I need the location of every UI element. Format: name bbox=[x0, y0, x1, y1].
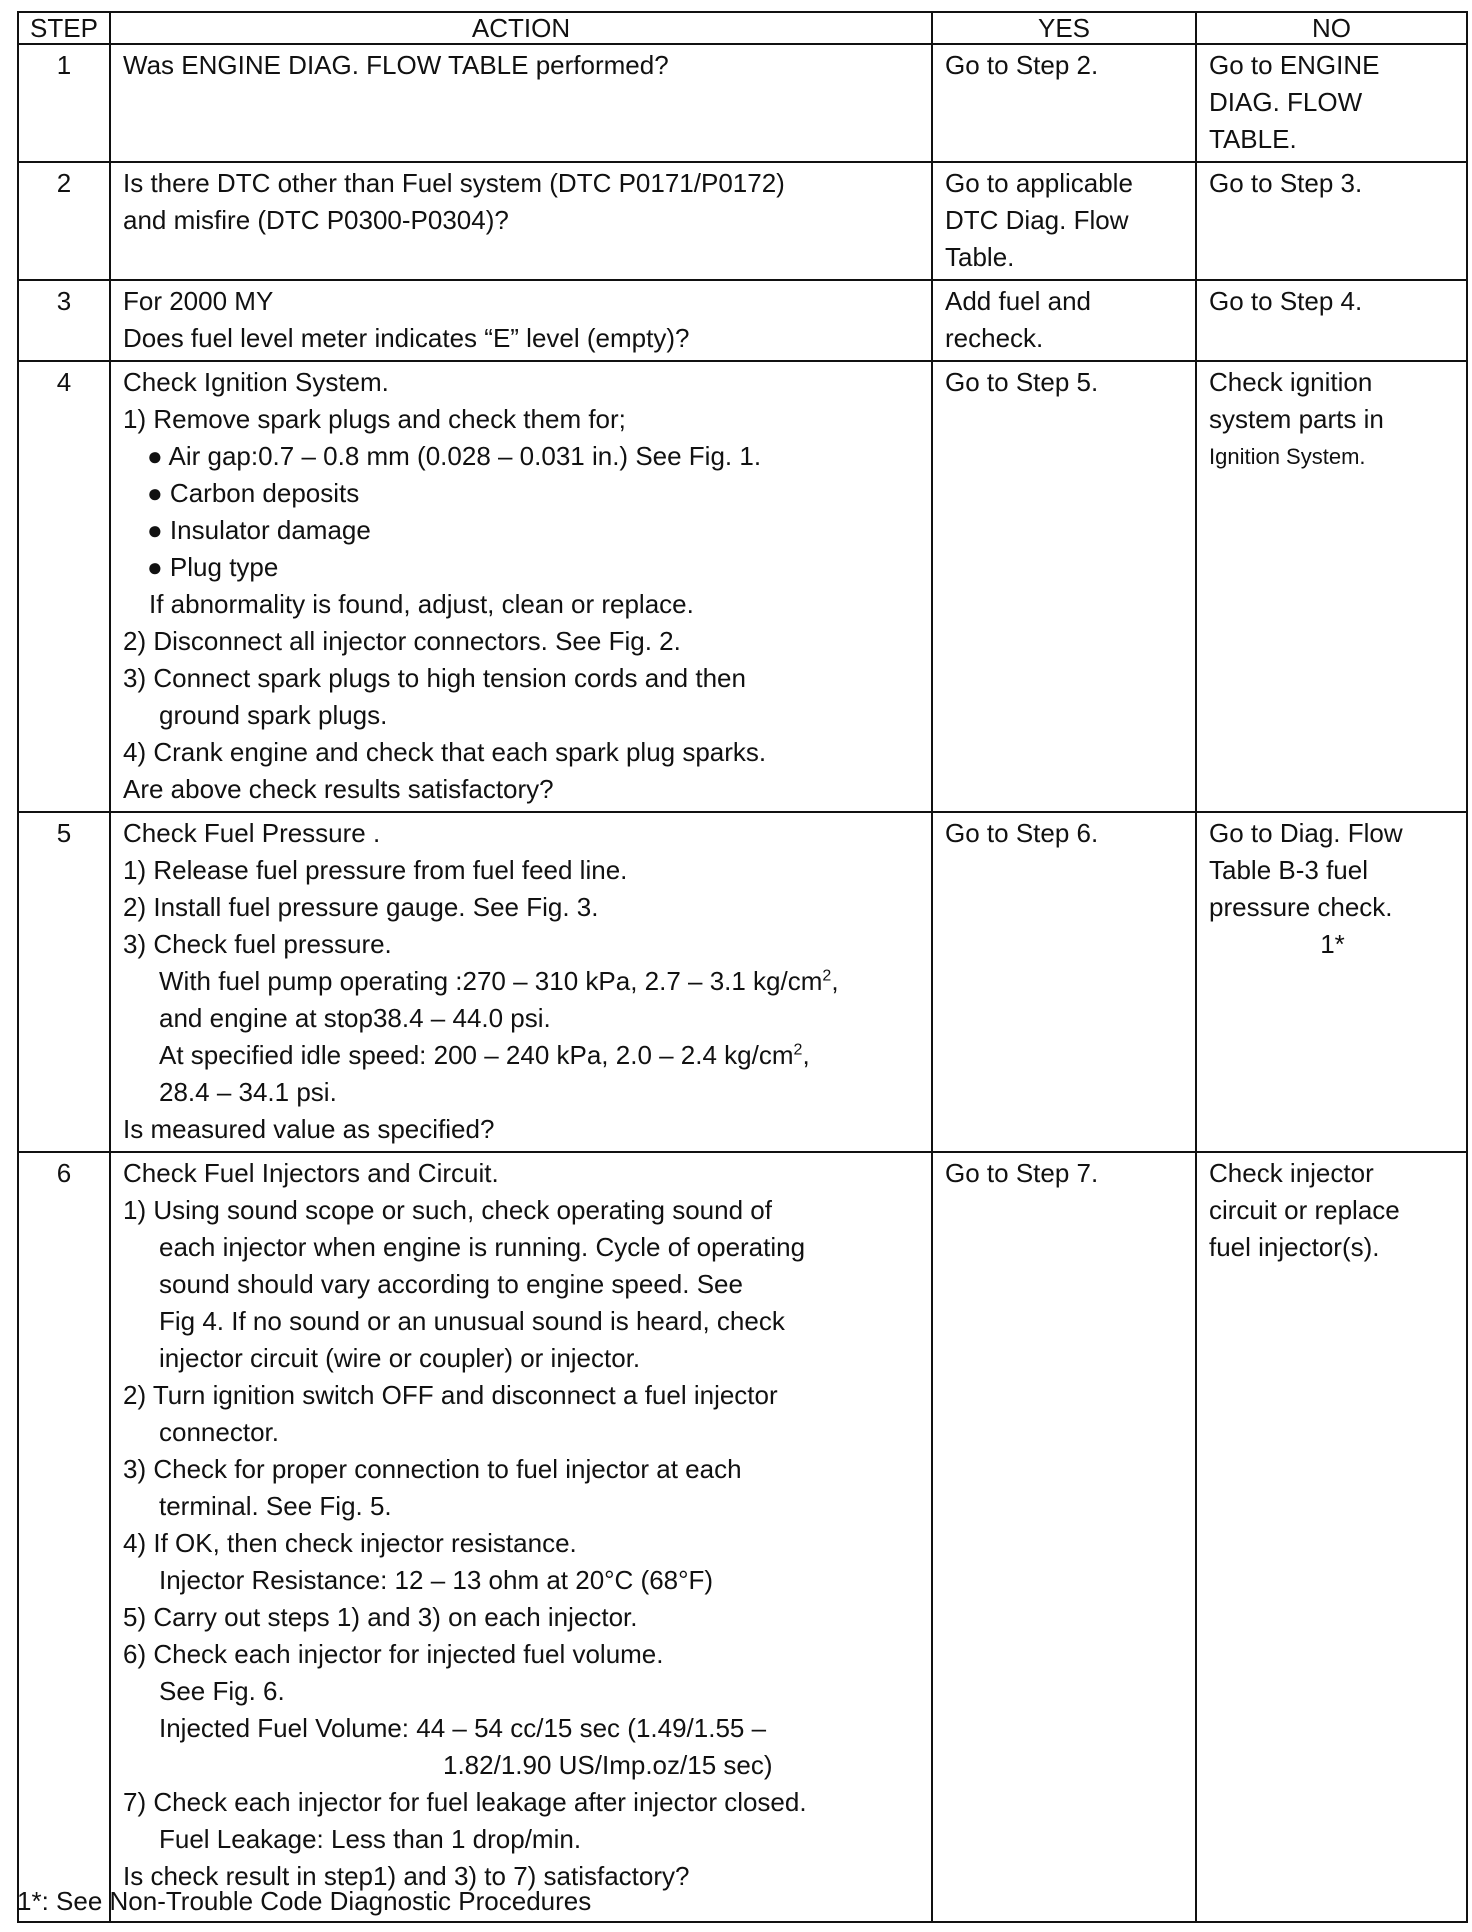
table-row bbox=[18, 44, 1467, 162]
spec-label: With fuel pump operating : bbox=[159, 966, 463, 996]
action-substep-cont: Fig 4. If no sound or an unusual sound is heard, check bbox=[159, 1306, 785, 1336]
action-cell bbox=[110, 361, 932, 812]
header-row bbox=[18, 12, 1467, 44]
action-substep: 2) Disconnect all injector connectors. See Fig. 2. bbox=[123, 626, 681, 656]
no-line: fuel injector(s). bbox=[1209, 1232, 1380, 1262]
yes-line: recheck. bbox=[945, 323, 1044, 353]
action-substep: 7) Check each injector for fuel leakage after injector closed. bbox=[123, 1787, 807, 1817]
footnote: 1*: See Non-Trouble Code Diagnostic Procedures bbox=[17, 1886, 592, 1916]
yes-cell bbox=[932, 812, 1196, 1152]
action-substep: 3) Connect spark plugs to high tension cords and then bbox=[123, 663, 746, 693]
action-cell bbox=[110, 812, 932, 1152]
action-substep-cont: terminal. See Fig. 5. bbox=[159, 1491, 392, 1521]
step-number: 2 bbox=[18, 162, 110, 280]
spec-label: and engine at stop bbox=[159, 1003, 373, 1033]
bullet-item: ● Air gap:0.7 – 0.8 mm (0.028 – 0.031 in.) See Fig. 1. bbox=[147, 441, 762, 471]
action-substep-cont: ground spark plugs. bbox=[159, 700, 388, 730]
spec-line bbox=[123, 1000, 921, 1037]
action-cell bbox=[110, 162, 932, 280]
yes-line: Go to Step 6. bbox=[945, 818, 1099, 848]
spec-value: 28.4 – 34.1 psi. bbox=[159, 1077, 337, 1107]
yes-cell bbox=[932, 361, 1196, 812]
spec-label: At specified idle speed bbox=[159, 1040, 420, 1070]
action-line: For 2000 MY bbox=[123, 286, 274, 316]
header-action: ACTION bbox=[110, 12, 932, 44]
action-line: Does fuel level meter indicates “E” level (empty)? bbox=[123, 323, 690, 353]
action-substep-cont: sound should vary according to engine speed. See bbox=[159, 1269, 743, 1299]
action-substep-cont: Injected Fuel Volume: 44 – 54 cc/15 sec (1.49/1.55 – bbox=[159, 1713, 767, 1743]
action-substep-cont: Fuel Leakage: Less than 1 drop/min. bbox=[159, 1824, 582, 1854]
bullet-item: ● Carbon deposits bbox=[147, 478, 360, 508]
no-cell bbox=[1196, 162, 1467, 280]
action-substep: 1) Using sound scope or such, check operating sound of bbox=[123, 1195, 772, 1225]
action-substep: 2) Turn ignition switch OFF and disconnect a fuel injector bbox=[123, 1380, 778, 1410]
yes-line: Add fuel and bbox=[945, 286, 1092, 316]
no-cell bbox=[1196, 280, 1467, 361]
action-substep-cont: each injector when engine is running. Cycle of operating bbox=[159, 1232, 806, 1262]
action-substep: 4) Crank engine and check that each spark plug sparks. bbox=[123, 737, 767, 767]
action-substep-cont: connector. bbox=[159, 1417, 279, 1447]
action-substep: 6) Check each injector for injected fuel volume. bbox=[123, 1639, 664, 1669]
yes-line: Go to Step 7. bbox=[945, 1158, 1099, 1188]
spec-punct: , bbox=[802, 1040, 810, 1070]
no-line: Go to Diag. Flow bbox=[1209, 818, 1403, 848]
no-cell bbox=[1196, 812, 1467, 1152]
step-number: 1 bbox=[18, 44, 110, 162]
yes-line: Go to applicable bbox=[945, 168, 1133, 198]
spec-value: : 200 – 240 kPa, 2.0 – 2.4 kg/cm bbox=[419, 1040, 794, 1070]
action-line: and misfire (DTC P0300-P0304)? bbox=[123, 205, 509, 235]
no-cell bbox=[1196, 44, 1467, 162]
yes-line: Go to Step 2. bbox=[945, 50, 1099, 80]
action-substep-cont: Injector Resistance: 12 – 13 ohm at 20°C (68°F) bbox=[159, 1565, 714, 1595]
header-no: NO bbox=[1196, 12, 1467, 44]
superscript: 2 bbox=[822, 967, 832, 985]
no-line: Table B-3 fuel bbox=[1209, 855, 1368, 885]
action-note: If abnormality is found, adjust, clean or replace. bbox=[149, 589, 694, 619]
action-title: Check Ignition System. bbox=[123, 367, 389, 397]
table-row bbox=[18, 1152, 1467, 1922]
step-number: 3 bbox=[18, 280, 110, 361]
action-substep-cont: 1.82/1.90 US/Imp.oz/15 sec) bbox=[443, 1750, 773, 1780]
action-cell bbox=[110, 1152, 932, 1922]
spec-punct: , bbox=[831, 966, 839, 996]
yes-cell bbox=[932, 162, 1196, 280]
diagnostic-flow-table bbox=[17, 11, 1468, 1923]
yes-line: Go to Step 5. bbox=[945, 367, 1099, 397]
step-number: 4 bbox=[18, 361, 110, 812]
bullet-item: ● Plug type bbox=[147, 552, 279, 582]
table-row bbox=[18, 162, 1467, 280]
no-line: Check ignition bbox=[1209, 367, 1373, 397]
action-substep-cont: injector circuit (wire or coupler) or injector. bbox=[159, 1343, 641, 1373]
action-substep: 3) Check fuel pressure. bbox=[123, 929, 392, 959]
no-line: Go to ENGINE bbox=[1209, 50, 1380, 80]
yes-line: Table. bbox=[945, 242, 1015, 272]
action-cell bbox=[110, 44, 932, 162]
action-cell bbox=[110, 280, 932, 361]
step-number: 6 bbox=[18, 1152, 110, 1922]
header-step: STEP bbox=[18, 12, 110, 44]
yes-cell bbox=[932, 1152, 1196, 1922]
bullet-item: ● Insulator damage bbox=[147, 515, 371, 545]
no-line: TABLE. bbox=[1209, 124, 1297, 154]
footnote-ref: 1* bbox=[1320, 929, 1345, 959]
action-substep: 4) If OK, then check injector resistance. bbox=[123, 1528, 577, 1558]
no-line: DIAG. FLOW bbox=[1209, 87, 1363, 117]
no-cell bbox=[1196, 361, 1467, 812]
no-line: pressure check. bbox=[1209, 892, 1393, 922]
no-line: circuit or replace bbox=[1209, 1195, 1400, 1225]
no-line: Go to Step 4. bbox=[1209, 286, 1363, 316]
action-substep: 1) Remove spark plugs and check them for; bbox=[123, 404, 626, 434]
action-title: Check Fuel Injectors and Circuit. bbox=[123, 1158, 499, 1188]
superscript: 2 bbox=[793, 1041, 803, 1059]
no-line: system parts in bbox=[1209, 404, 1384, 434]
spec-value: 38.4 – 44.0 psi. bbox=[372, 1003, 551, 1033]
no-cell bbox=[1196, 1152, 1467, 1922]
action-title: Check Fuel Pressure . bbox=[123, 818, 381, 848]
yes-line: DTC Diag. Flow bbox=[945, 205, 1129, 235]
action-question: Are above check results satisfactory? bbox=[123, 774, 554, 804]
spec-line bbox=[123, 1037, 921, 1074]
header-yes: YES bbox=[932, 12, 1196, 44]
action-substep: 5) Carry out steps 1) and 3) on each injector. bbox=[123, 1602, 638, 1632]
action-line: Was ENGINE DIAG. FLOW TABLE performed? bbox=[123, 50, 669, 80]
table-row bbox=[18, 280, 1467, 361]
spec-line bbox=[123, 1074, 921, 1111]
spec-line bbox=[123, 963, 921, 1000]
step-number: 5 bbox=[18, 812, 110, 1152]
table-row bbox=[18, 361, 1467, 812]
action-substep: 1) Release fuel pressure from fuel feed line. bbox=[123, 855, 628, 885]
no-line: Ignition System. bbox=[1209, 444, 1366, 469]
spec-value: 270 – 310 kPa, 2.7 – 3.1 kg/cm bbox=[462, 966, 823, 996]
action-line: Is there DTC other than Fuel system (DTC P0171/P0172) bbox=[123, 168, 785, 198]
yes-cell bbox=[932, 280, 1196, 361]
yes-cell bbox=[932, 44, 1196, 162]
action-question: Is check result in step1) and 3) to 7) satisfactory? bbox=[123, 1861, 690, 1891]
no-line: Check injector bbox=[1209, 1158, 1374, 1188]
action-substep: 3) Check for proper connection to fuel injector at each bbox=[123, 1454, 742, 1484]
action-substep-cont: See Fig. 6. bbox=[159, 1676, 285, 1706]
action-question: Is measured value as specified? bbox=[123, 1114, 495, 1144]
table-row bbox=[18, 812, 1467, 1152]
no-line: Go to Step 3. bbox=[1209, 168, 1363, 198]
action-substep: 2) Install fuel pressure gauge. See Fig. 3. bbox=[123, 892, 599, 922]
